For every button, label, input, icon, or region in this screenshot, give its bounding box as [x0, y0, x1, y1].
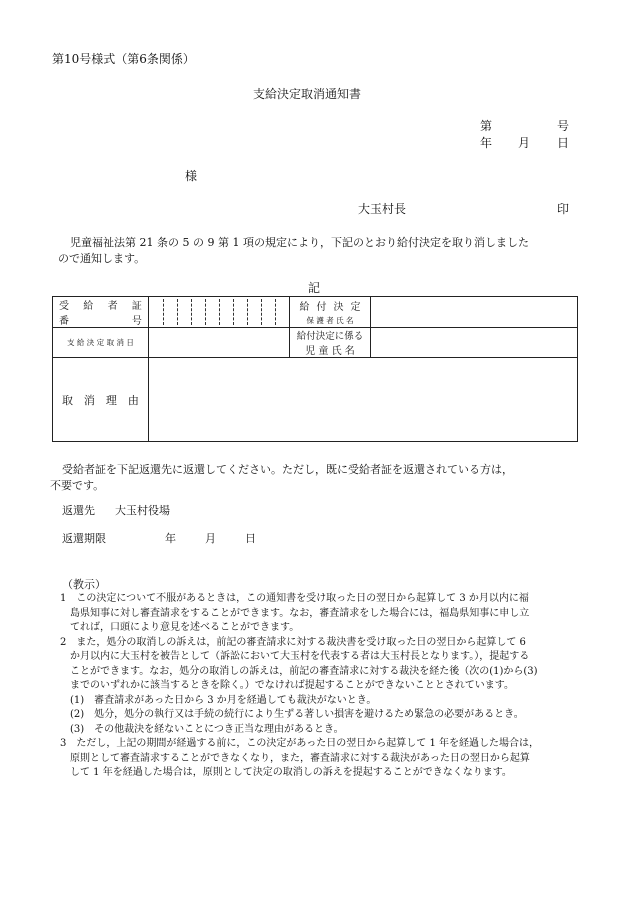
instruction-line: ことができます。なお，処分の取消しの訴えは，前記の審査請求に対する裁決を経た後（次の(1)から(3) [70, 665, 538, 677]
reason-value[interactable] [148, 358, 577, 442]
instruction-line: 1 この決定について不服があるときは，この通知書を受け取った日の翌日から起算して 3 か月以内に福 [60, 593, 529, 604]
date-year: 年 [480, 136, 493, 150]
instruction-line: (3) その他裁決を経ないことにつき正当な理由があるとき。 [70, 723, 344, 735]
cert-label-char: 受 [59, 301, 69, 312]
sender-name: 大玉村長 [358, 202, 407, 216]
deadline-month: 月 [205, 532, 216, 545]
addressee-sama: 様 [185, 169, 198, 183]
cancel-date-label: 支 給 決 定 取 消 日 [67, 338, 134, 347]
date-day: 日 [557, 136, 570, 150]
guardian-label-char: 付 [316, 302, 327, 313]
instruction-line: して 1 年を経過した場合は，原則として決定の取消しの訴えを提起することができなくなります。 [70, 767, 512, 778]
intro-line-2: ので通知します。 [58, 252, 146, 265]
child-name-value[interactable] [371, 328, 578, 358]
cancel-date-label-cell [53, 328, 149, 358]
intro-line-1: 児童福祉法第 21 条の 5 の 9 第 1 項の規定により，下記のとおり給付決定を取り消しました [70, 236, 529, 249]
seal-mark: 印 [557, 202, 570, 216]
instruction-line: 2 また，処分の取消しの訴えは，前記の審査請求に対する裁決書を受け取った日の翌日から起算して 6 [60, 636, 526, 648]
instruction-line: てれば，口頭により意見を述べることができます。 [70, 622, 300, 633]
instruction-line: 3 ただし，上記の期間が経過する前に，この決定があった日の翌日から起算して 1 年を経過した場合は， [60, 738, 539, 749]
cert-label-char: 証 [131, 301, 142, 312]
return-notice-line-2: 不要です。 [50, 479, 105, 492]
form-label: 第10号様式（第6条関係） [52, 52, 195, 66]
ki-label: 記 [308, 281, 321, 295]
instruction-line: 原則として審査請求することができなくなり，また，審査請求に対する裁決があった日の翌日から起算 [70, 752, 530, 764]
instruction-line: 島県知事に対し審査請求をすることができます。なお，審査請求をした場合には，福島県知事に申し立 [70, 607, 530, 619]
document-title: 支給決定取消通知書 [253, 87, 362, 101]
child-label-top: 給付決定に係る [296, 331, 364, 342]
cert-label-char: 番 [59, 316, 69, 327]
instruction-line: までのいずれかに該当するときを除く。）でなければ提起することができないこととされています。 [70, 680, 514, 691]
cancellation-table [52, 296, 578, 442]
cert-number-label-cell [53, 297, 149, 328]
cert-label-char: 号 [131, 316, 142, 327]
instruction-line: (1) 審査請求があった日から 3 か月を経過しても裁決がないとき。 [70, 694, 377, 706]
cert-number-digit-boxes[interactable] [148, 297, 289, 328]
number-go: 号 [557, 119, 570, 133]
guardian-label-char: 定 [350, 302, 361, 313]
date-month: 月 [518, 136, 531, 150]
return-deadline-label: 返還期限 [62, 532, 106, 545]
child-label-cell [289, 328, 371, 358]
reason-label-cell [53, 358, 149, 442]
guardian-name-value[interactable] [371, 297, 578, 328]
child-label-bottom: 児 童 氏 名 [305, 346, 355, 357]
reason-label: 取 消 理 由 [61, 393, 139, 407]
deadline-year: 年 [165, 532, 176, 545]
instructions-heading: （教示） [62, 578, 106, 591]
return-notice-line-1: 受給者証を下記返還先に返還してください。ただし，既に受給者証を返還されている方は， [62, 463, 513, 476]
guardian-name-label: 保 護 者 氏 名 [306, 316, 354, 325]
deadline-day: 日 [245, 532, 256, 545]
guardian-label-cell [289, 297, 371, 328]
instruction-line: か月以内に大玉村を被告として（訴訟において大玉村を代表する者は大玉村長となります。），提起する [70, 651, 530, 662]
cert-label-char: 給 [83, 301, 94, 312]
number-dai: 第 [480, 119, 493, 133]
guardian-label-char: 決 [333, 302, 344, 313]
guardian-label-char: 給 [299, 302, 310, 313]
return-place-label: 返還先 [62, 504, 95, 517]
cancel-date-value[interactable] [148, 328, 289, 358]
cert-label-char: 者 [107, 301, 118, 312]
instruction-line: (2) 処分，処分の執行又は手続の続行により生ずる著しい損害を避けるため緊急の必要があるとき。 [70, 709, 524, 720]
return-place-value: 大玉村役場 [115, 504, 170, 517]
